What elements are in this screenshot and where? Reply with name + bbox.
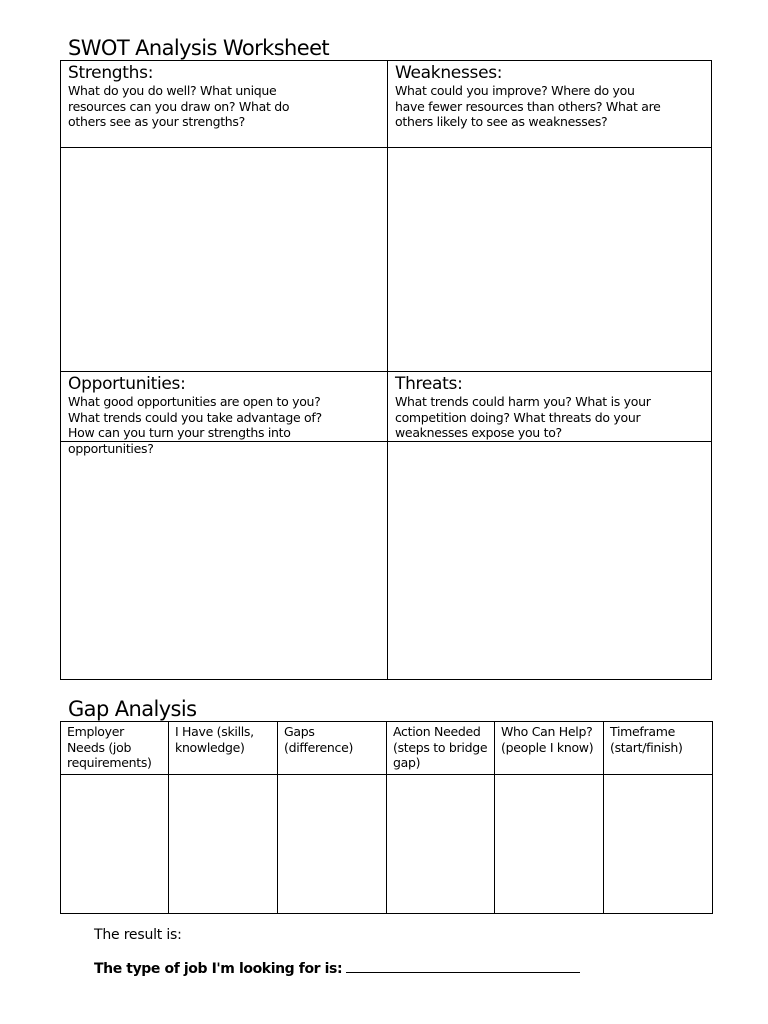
worksheet-title: SWOT Analysis Worksheet	[68, 36, 330, 60]
gap-col-gaps: Gaps (difference)	[278, 722, 387, 775]
gap-col-timeframe: Timeframe (start/finish)	[604, 722, 713, 775]
gap-col-i-have: I Have (skills, knowledge)	[169, 722, 278, 775]
gap-entry-employer-needs	[61, 775, 169, 914]
gap-col-who-can-help: Who Can Help? (people I know)	[495, 722, 604, 775]
weaknesses-cell	[388, 61, 713, 147]
threats-cell	[388, 372, 713, 442]
swot-grid	[60, 60, 712, 680]
gap-entry-timeframe	[604, 775, 713, 914]
strengths-heading: Strengths:	[68, 63, 154, 83]
opportunities-heading: Opportunities:	[68, 374, 186, 394]
strengths-questions: What do you do well? What unique resources can you draw on? What do others see as your strengths?	[68, 83, 290, 129]
result-label: The result is:	[94, 927, 182, 943]
opportunities-questions: What good opportunities are open to you? What trends could you take advantage of? How can you turn your strengths into opportunities?	[68, 394, 322, 456]
gap-entry-who-can-help	[495, 775, 604, 914]
job-answer-blank	[346, 958, 580, 973]
job-line	[94, 958, 580, 977]
gap-entry-row	[61, 775, 713, 914]
gap-entry-i-have	[169, 775, 278, 914]
weaknesses-heading: Weaknesses:	[395, 63, 503, 83]
gap-col-action-needed: Action Needed (steps to bridge gap)	[387, 722, 495, 775]
gap-entry-gaps	[278, 775, 387, 914]
opportunities-cell	[61, 372, 387, 456]
gap-analysis-title: Gap Analysis	[68, 697, 197, 721]
weaknesses-questions: What could you improve? Where do you have fewer resources than others? What are others likely to see as weaknesses?	[395, 83, 661, 129]
job-label: The type of job I'm looking for is:	[94, 961, 343, 977]
gap-entry-action-needed	[387, 775, 495, 914]
gap-analysis-table	[60, 721, 713, 914]
swot-top-question-divider	[61, 147, 711, 148]
gap-col-employer-needs: Employer Needs (job requirements)	[61, 722, 169, 775]
strengths-cell	[61, 61, 387, 147]
threats-heading: Threats:	[395, 374, 463, 394]
threats-questions: What trends could harm you? What is your competition doing? What threats do your weaknesses expose you to?	[395, 394, 651, 440]
gap-header-row	[61, 722, 713, 775]
swot-vertical-divider	[387, 61, 388, 679]
